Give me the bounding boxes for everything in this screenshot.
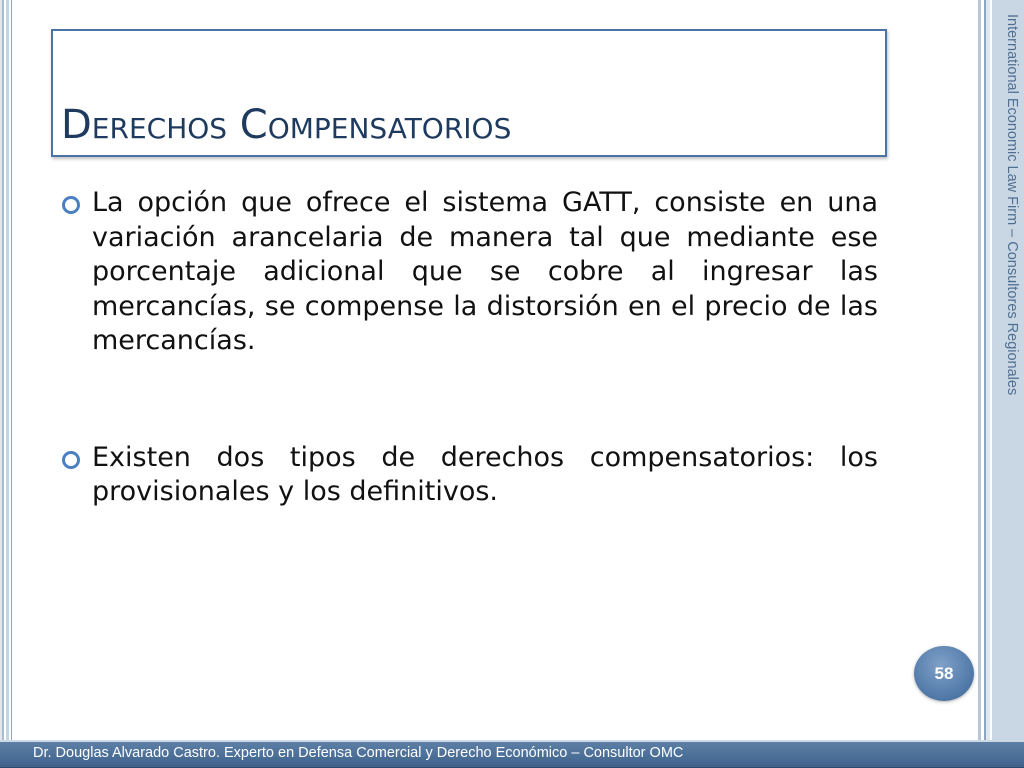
slide-title: Derechos Compensatorios [61, 102, 512, 148]
bullet-item [62, 186, 878, 359]
title-box [51, 29, 887, 157]
bullet-item [62, 441, 878, 510]
side-vertical-text: International Economic Law Firm – Consultores Regionales [1004, 14, 1020, 396]
bullet-list [62, 186, 878, 510]
left-decorative-stripes [0, 0, 14, 740]
bullet-text: Existen dos tipos de derechos compensatorios: los provisionales y los definitivos. [92, 441, 878, 507]
bullet-text: La opción que ofrece el sistema GATT, consiste en una variación arancelaria de manera tal que mediante ese porcentaje adicional que se cobre al ingresar las mercancías, se compense la distorsión en el precio de las mercancías. [92, 187, 878, 356]
ring-bullet-icon [62, 196, 80, 214]
page-number-badge: 58 [914, 646, 974, 701]
ring-bullet-icon [62, 451, 80, 469]
footer-text: Dr. Douglas Alvarado Castro. Experto en Defensa Comercial y Derecho Económico – Consultor OMC [33, 745, 684, 761]
